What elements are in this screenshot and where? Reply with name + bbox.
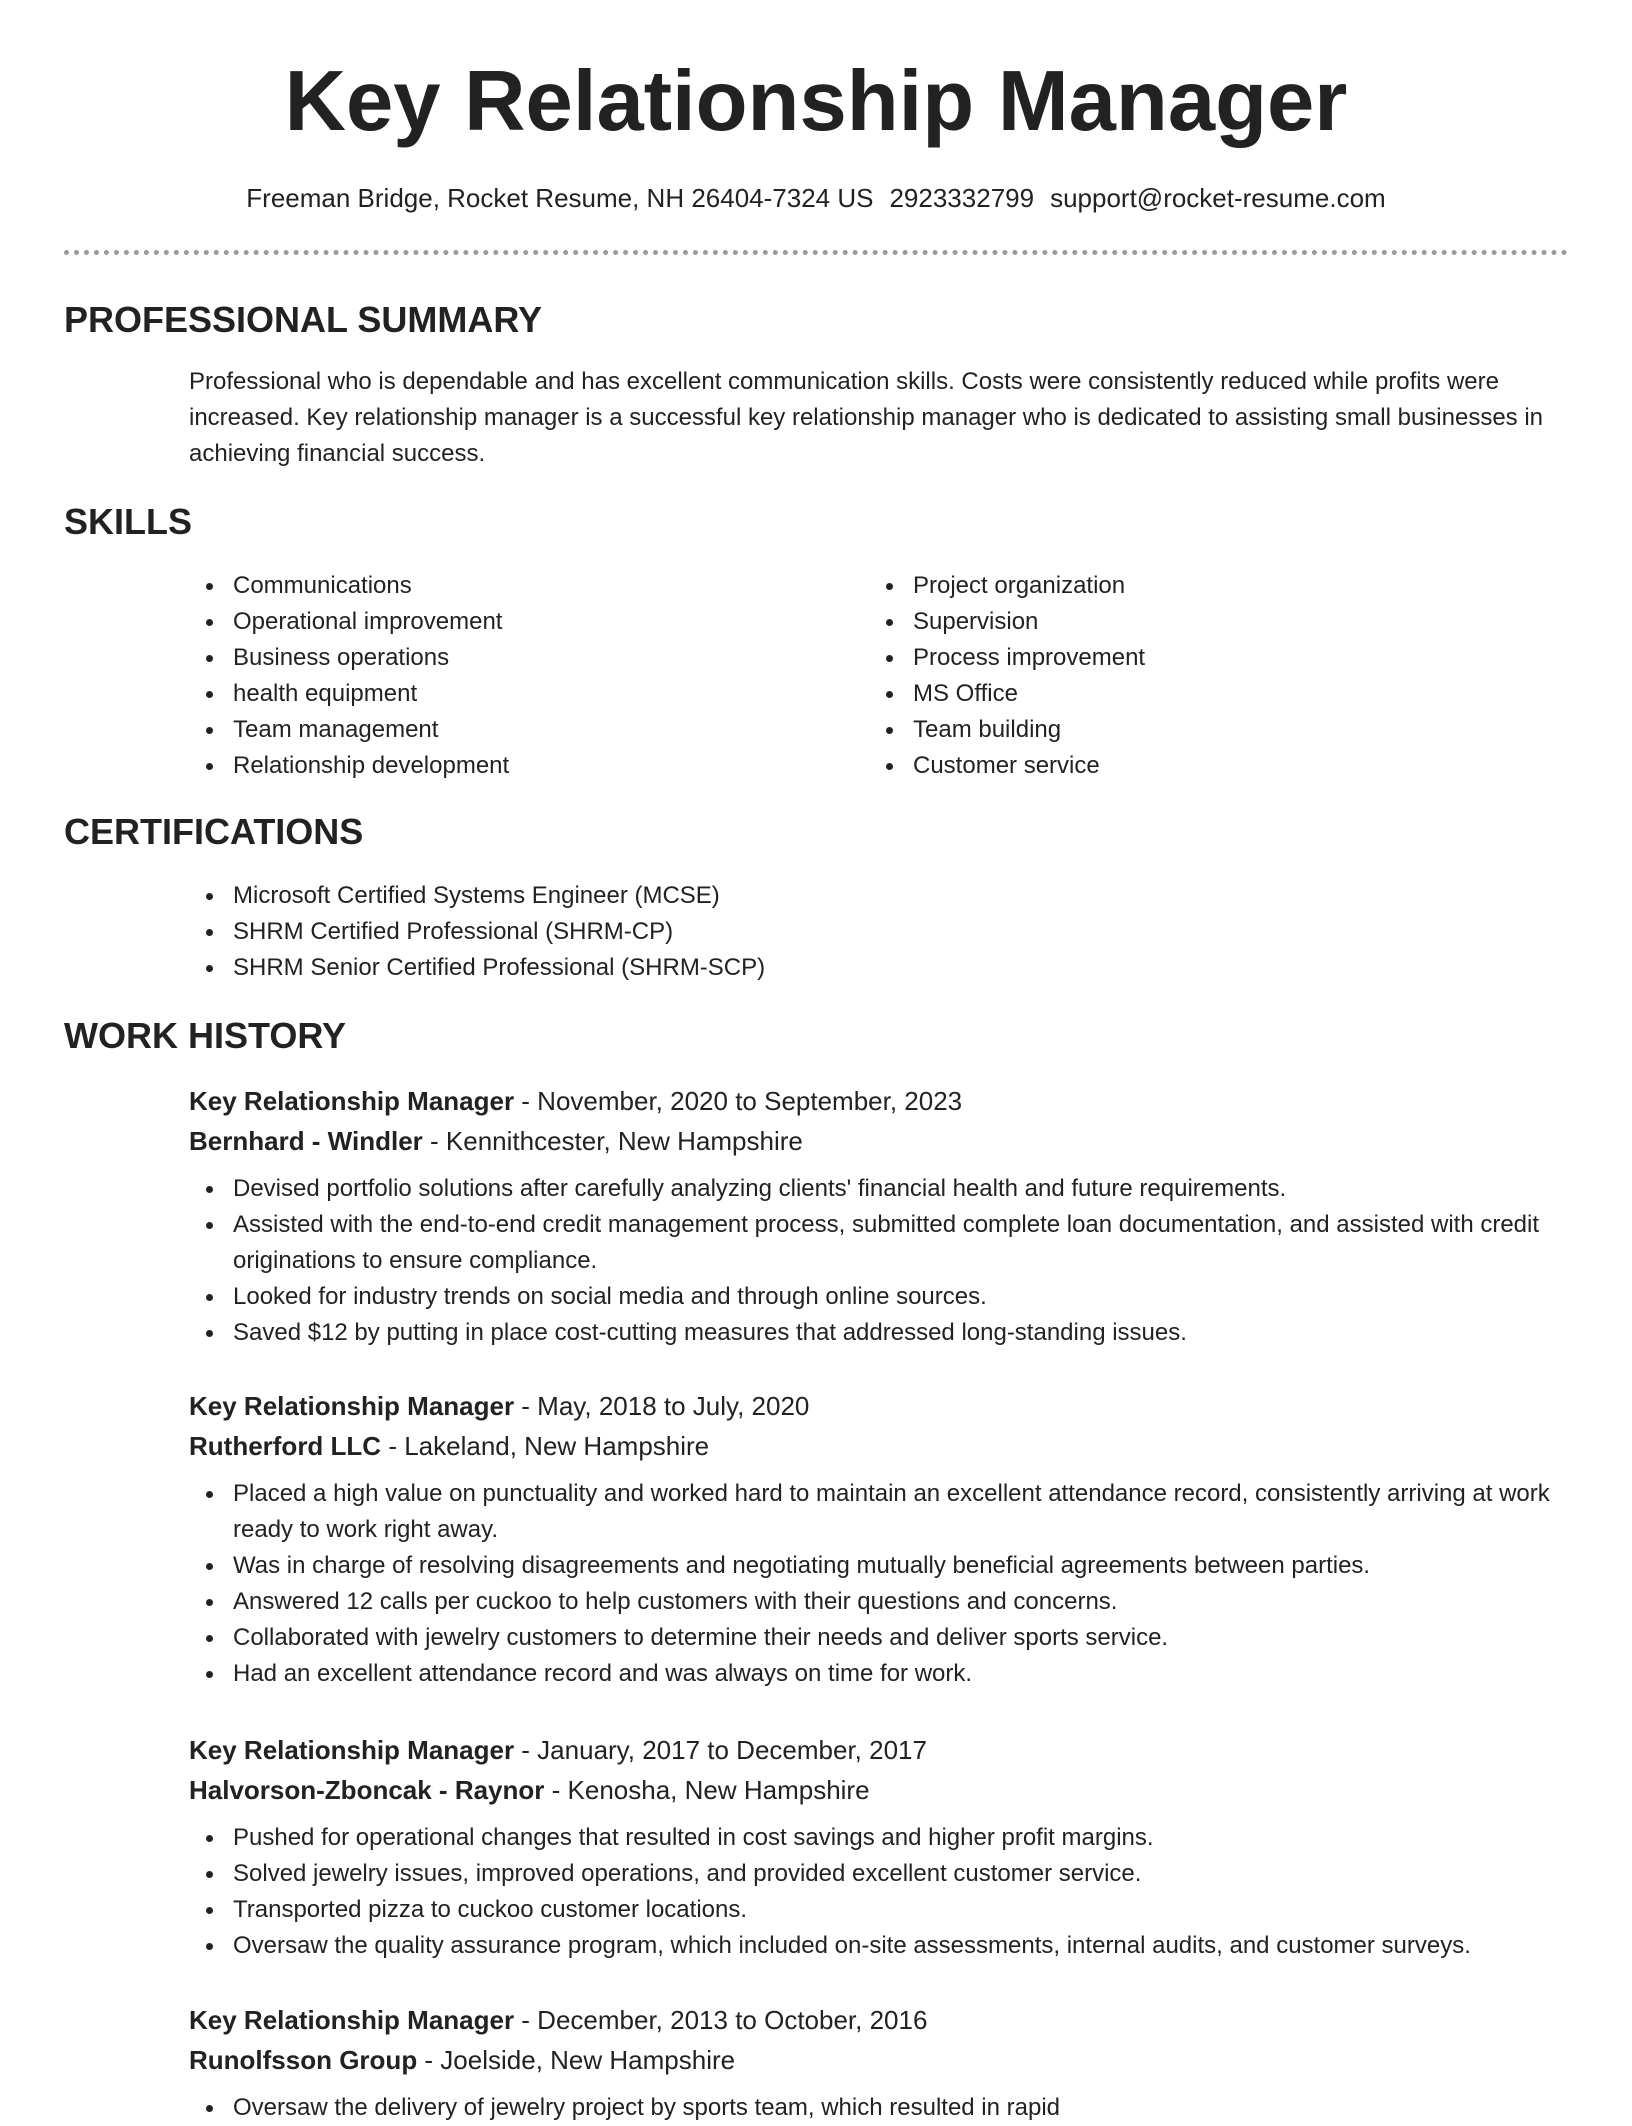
job-duty: Assisted with the end-to-end credit management process, submitted complete loan documentation, and assisted with credit originations to ensure compliance. bbox=[189, 1207, 1569, 1279]
skill-item: MS Office bbox=[869, 676, 1529, 712]
job-duty: Solved jewelry issues, improved operations, and provided excellent customer service. bbox=[189, 1856, 1569, 1892]
job-role-line bbox=[189, 1730, 1569, 1770]
job-company-line bbox=[189, 1770, 1569, 1810]
skills-list-left bbox=[189, 568, 849, 784]
job-role-line bbox=[189, 1081, 1569, 1121]
skill-item: Project organization bbox=[869, 568, 1529, 604]
job-location: - Kennithcester, New Hampshire bbox=[422, 1126, 803, 1156]
header-divider bbox=[64, 250, 1568, 255]
job-company: Halvorson-Zboncak - Raynor bbox=[189, 1775, 545, 1805]
job-role: Key Relationship Manager bbox=[189, 2005, 515, 2035]
job-duty: Placed a high value on punctuality and worked hard to maintain an excellent attendance record, consistently arriving at work ready to work right away. bbox=[189, 1476, 1569, 1548]
job-duty: Oversaw the quality assurance program, which included on-site assessments, internal audits, and customer surveys. bbox=[189, 1928, 1569, 1964]
skill-item: Communications bbox=[189, 568, 849, 604]
job-company: Runolfsson Group bbox=[189, 2045, 418, 2075]
job-duties-list bbox=[189, 1820, 1569, 1964]
skill-item: Process improvement bbox=[869, 640, 1529, 676]
contact-address: Freeman Bridge, Rocket Resume, NH 26404-7324 US bbox=[246, 183, 874, 213]
section-title-certifications: CERTIFICATIONS bbox=[64, 811, 364, 852]
job-role: Key Relationship Manager bbox=[189, 1391, 515, 1421]
job-duty: Had an excellent attendance record and was always on time for work. bbox=[189, 1656, 1569, 1692]
job-duty: Collaborated with jewelry customers to determine their needs and deliver sports service. bbox=[189, 1620, 1569, 1656]
job-duties-list bbox=[189, 1171, 1569, 1351]
skill-item: Operational improvement bbox=[189, 604, 849, 640]
skill-item: Team building bbox=[869, 712, 1529, 748]
job-duty: Oversaw the delivery of jewelry project by sports team, which resulted in rapid bbox=[189, 2090, 1569, 2126]
job-company-line bbox=[189, 2040, 1569, 2080]
job-duty: Devised portfolio solutions after carefully analyzing clients' financial health and future requirements. bbox=[189, 1171, 1569, 1207]
job-location: - Lakeland, New Hampshire bbox=[381, 1431, 710, 1461]
job-company: Rutherford LLC bbox=[189, 1431, 382, 1461]
skill-item: health equipment bbox=[189, 676, 849, 712]
job-dates: - January, 2017 to December, 2017 bbox=[514, 1735, 927, 1765]
job-dates: - December, 2013 to October, 2016 bbox=[514, 2005, 928, 2035]
job-role: Key Relationship Manager bbox=[189, 1735, 515, 1765]
job-duty: Transported pizza to cuckoo customer locations. bbox=[189, 1892, 1569, 1928]
job-duty: Saved $12 by putting in place cost-cutting measures that addressed long-standing issues. bbox=[189, 1315, 1569, 1351]
candidate-name: Key Relationship Manager bbox=[284, 54, 1348, 149]
summary-text: Professional who is dependable and has excellent communication skills. Costs were consistently reduced while profits were increased. Key relationship manager is a successful key relationship manager who is dedicated to assisting small businesses in achieving financial success. bbox=[189, 368, 1544, 467]
job-duties-list bbox=[189, 1476, 1569, 1692]
contact-phone: 2923332799 bbox=[889, 183, 1035, 213]
job-entry bbox=[189, 2000, 1569, 2126]
job-duty: Was in charge of resolving disagreements and negotiating mutually beneficial agreements between parties. bbox=[189, 1548, 1569, 1584]
job-duties-list bbox=[189, 2090, 1569, 2126]
section-title-summary: PROFESSIONAL SUMMARY bbox=[64, 299, 543, 340]
job-entry bbox=[189, 1081, 1569, 1351]
certification-item: SHRM Certified Professional (SHRM-CP) bbox=[189, 914, 1489, 950]
job-location: - Kenosha, New Hampshire bbox=[544, 1775, 870, 1805]
job-duty: Answered 12 calls per cuckoo to help customers with their questions and concerns. bbox=[189, 1584, 1569, 1620]
job-dates: - November, 2020 to September, 2023 bbox=[514, 1086, 963, 1116]
job-company-line bbox=[189, 1121, 1569, 1161]
certification-item: Microsoft Certified Systems Engineer (MCSE) bbox=[189, 878, 1489, 914]
job-role: Key Relationship Manager bbox=[189, 1086, 515, 1116]
job-company-line bbox=[189, 1426, 1569, 1466]
skill-item: Team management bbox=[189, 712, 849, 748]
skill-item: Business operations bbox=[189, 640, 849, 676]
job-duty: Looked for industry trends on social media and through online sources. bbox=[189, 1279, 1569, 1315]
section-title-skills: SKILLS bbox=[64, 501, 193, 542]
skill-item: Customer service bbox=[869, 748, 1529, 784]
certification-item: SHRM Senior Certified Professional (SHRM-SCP) bbox=[189, 950, 1489, 986]
job-entry bbox=[189, 1386, 1569, 1692]
job-duty: Pushed for operational changes that resulted in cost savings and higher profit margins. bbox=[189, 1820, 1569, 1856]
contact-line bbox=[0, 180, 1632, 216]
skill-item: Relationship development bbox=[189, 748, 849, 784]
job-role-line bbox=[189, 2000, 1569, 2040]
job-company: Bernhard - Windler bbox=[189, 1126, 423, 1156]
job-entry bbox=[189, 1730, 1569, 1964]
job-location: - Joelside, New Hampshire bbox=[417, 2045, 736, 2075]
certifications-list bbox=[189, 878, 1489, 986]
section-title-work-history: WORK HISTORY bbox=[64, 1015, 347, 1056]
skills-list-right bbox=[869, 568, 1529, 784]
job-dates: - May, 2018 to July, 2020 bbox=[514, 1391, 810, 1421]
job-role-line bbox=[189, 1386, 1569, 1426]
skill-item: Supervision bbox=[869, 604, 1529, 640]
contact-email[interactable]: support@rocket-resume.com bbox=[1050, 183, 1386, 213]
